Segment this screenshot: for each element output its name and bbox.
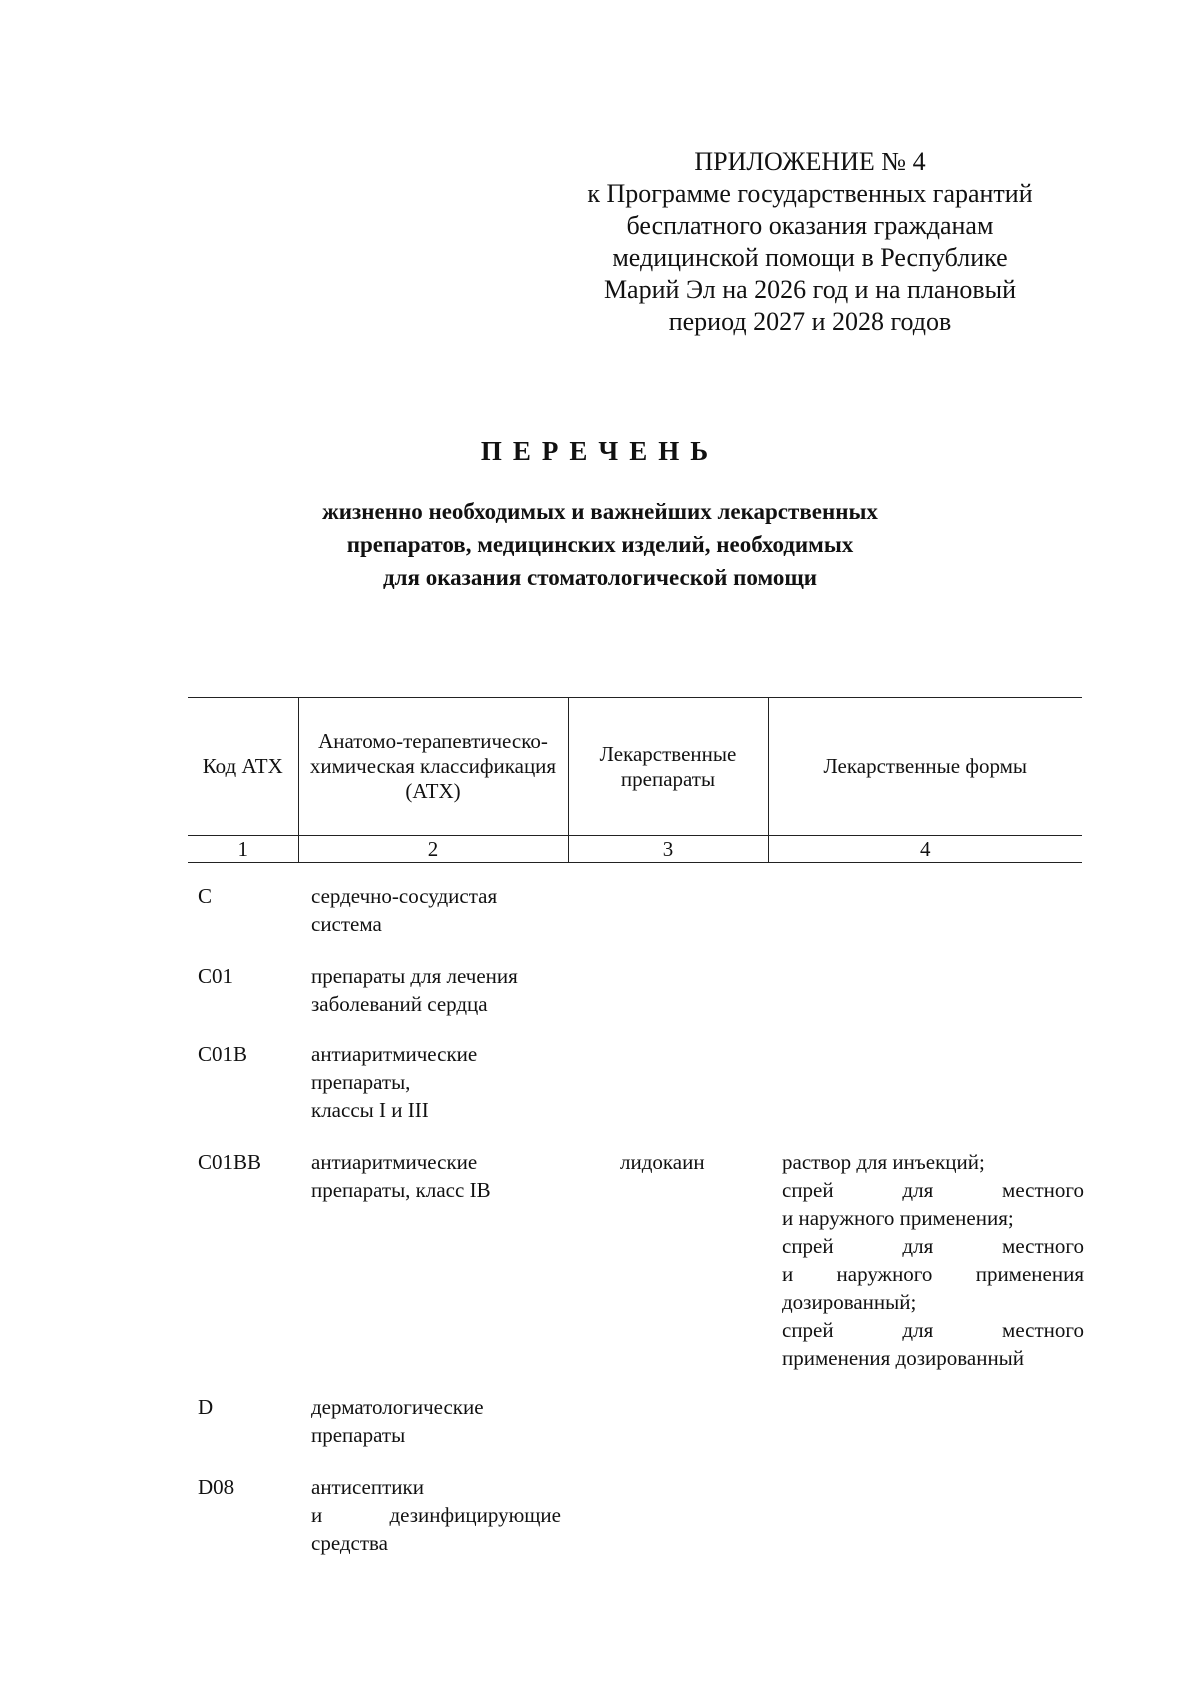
dosage-forms (782, 1148, 1084, 1372)
dosage-form-line: спрей для местного (782, 1318, 1084, 1342)
classification-line: классы I и III (311, 1098, 429, 1122)
atc-classification (311, 962, 561, 1018)
atc-classification (311, 1473, 561, 1557)
document-title: ПЕРЕЧЕНЬ (480, 436, 720, 466)
classification-line: и дезинфицирующие (311, 1503, 561, 1527)
annex-line: Марий Эл на 2026 год и на плановый (603, 275, 1017, 304)
dosage-form-line: спрей для местного (782, 1234, 1084, 1258)
classification-line: препараты, класс IB (311, 1178, 491, 1202)
drug-name: лидокаин (620, 1150, 705, 1174)
annex-line: бесплатного оказания гражданам (626, 211, 994, 240)
table-header (188, 697, 1082, 863)
classification-line: антиаритмические (311, 1042, 478, 1066)
subtitle-line: жизненно необходимых и важнейших лекарственных (322, 499, 878, 524)
annex-line: к Программе государственных гарантий (587, 179, 1033, 208)
annex-line: медицинской помощи в Республике (612, 243, 1008, 272)
atc-code: D (198, 1395, 214, 1419)
classification-line: препараты (311, 1423, 406, 1447)
classification-line: антисептики (311, 1475, 424, 1499)
atc-classification (311, 1148, 561, 1204)
dosage-form-line: и наружного применения; (782, 1206, 1014, 1230)
classification-line: препараты, (311, 1070, 411, 1094)
annex-line: ПРИЛОЖЕНИЕ № 4 (694, 147, 926, 176)
header-dosage-forms: Лекарственные формы (768, 698, 1082, 836)
dosage-form-line: применения дозированный (782, 1346, 1025, 1370)
column-number: 3 (568, 836, 768, 863)
classification-line: система (311, 912, 382, 936)
classification-line: средства (311, 1531, 389, 1555)
atc-code: C (198, 884, 213, 908)
classification-line: препараты для лечения (311, 964, 518, 988)
atc-classification (311, 1040, 561, 1124)
subtitle-line: для оказания стоматологической помощи (382, 565, 817, 590)
atc-code: C01BB (198, 1150, 262, 1174)
document-subtitle (0, 495, 1200, 594)
atc-code: C01 (198, 964, 234, 988)
subtitle-line: препаратов, медицинских изделий, необходимых (346, 532, 854, 557)
column-number: 2 (298, 836, 568, 863)
dosage-form-line: и наружного применения (782, 1262, 1084, 1286)
header-drugs: Лекарственные препараты (568, 698, 768, 836)
classification-line: заболеваний сердца (311, 992, 488, 1016)
column-number: 1 (188, 836, 298, 863)
column-number: 4 (768, 836, 1082, 863)
atc-classification (311, 1393, 561, 1449)
classification-line: дерматологические (311, 1395, 484, 1419)
annex-line: период 2027 и 2028 годов (668, 307, 952, 336)
dosage-form-line: дозированный; (782, 1290, 917, 1314)
classification-line: антиаритмические (311, 1150, 478, 1174)
header-atc-classification: Анатомо-терапевтическо-химическая классификация (АТХ) (298, 698, 568, 836)
dosage-form-line: спрей для местного (782, 1178, 1084, 1202)
atc-classification (311, 882, 561, 938)
annex-header (560, 146, 1060, 338)
atc-code: C01B (198, 1042, 248, 1066)
classification-line: сердечно-сосудистая (311, 884, 498, 908)
dosage-form-line: раствор для инъекций; (782, 1150, 985, 1174)
header-atc-code: Код АТХ (188, 698, 298, 836)
atc-code: D08 (198, 1475, 235, 1499)
